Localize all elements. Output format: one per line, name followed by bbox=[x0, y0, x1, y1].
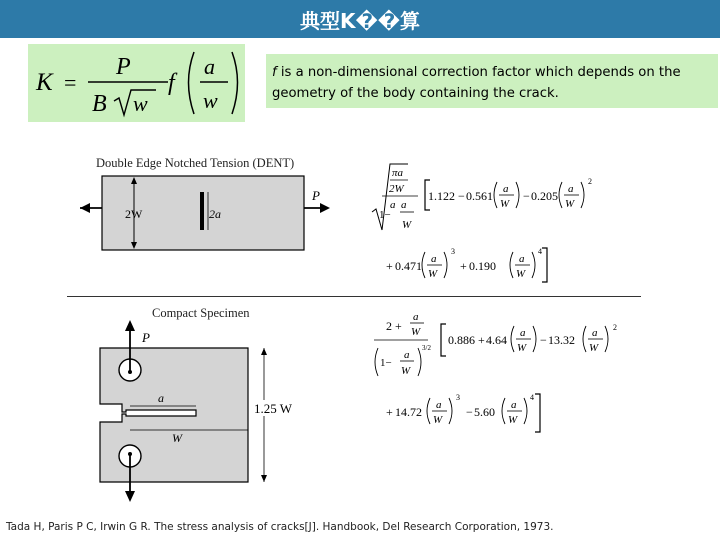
compact-eq-two-plus: 2 + bbox=[386, 319, 402, 333]
dent-eq-coef1: 1.122 bbox=[428, 189, 455, 203]
dent-eq-coef4: 0.471 bbox=[395, 259, 422, 273]
dent-eq-paren-l1 bbox=[494, 182, 497, 208]
compact-eq-plus-1: + bbox=[478, 333, 485, 347]
dent-crack-label: 2a bbox=[209, 207, 221, 221]
compact-eq-a-1: a bbox=[413, 311, 419, 323]
dent-eq-paren-r3 bbox=[444, 252, 447, 278]
compact-eq-a-5: a bbox=[436, 399, 442, 411]
dent-eq-minus-1: − bbox=[458, 189, 465, 203]
compact-eq-left-bracket bbox=[441, 324, 446, 356]
p-symbol: P bbox=[116, 54, 131, 80]
compact-eq-a-2: a bbox=[404, 349, 410, 361]
dent-eq-a-3: a bbox=[568, 183, 574, 195]
compact-eq-w-3: W bbox=[517, 342, 527, 354]
compact-eq-coef5: 5.60 bbox=[474, 405, 495, 419]
compact-height-top-arrow-icon bbox=[261, 348, 267, 355]
compact-eq-coef2: 4.64 bbox=[486, 333, 507, 347]
compact-specimen-figure bbox=[96, 318, 316, 504]
compact-eq-minus-2: − bbox=[466, 405, 473, 419]
dent-eq-a-1: a bbox=[390, 199, 396, 211]
compact-bottom-pin-dot bbox=[128, 452, 132, 456]
dent-eq-paren-r2 bbox=[581, 182, 584, 208]
a-symbol: a bbox=[204, 54, 215, 79]
w-bottom-symbol: w bbox=[203, 88, 218, 113]
compact-eq-coef4: 14.72 bbox=[395, 405, 422, 419]
compact-eq-one-minus: 1− bbox=[380, 357, 392, 369]
dent-eq-minus-2: − bbox=[523, 189, 530, 203]
compact-height-label: 1.25 W bbox=[254, 401, 293, 416]
dent-eq-2w: 2W bbox=[389, 183, 404, 195]
compact-eq-den-paren-l bbox=[375, 348, 378, 376]
dent-eq-w-3: W bbox=[565, 198, 575, 210]
dent-eq-coef2: 0.561 bbox=[466, 189, 493, 203]
compact-eq-plus-2: + bbox=[386, 405, 393, 419]
k-symbol: K bbox=[36, 69, 53, 96]
dent-eq-w-1: W bbox=[402, 219, 412, 231]
dent-eq-a-5: a bbox=[519, 253, 525, 265]
compact-eq-w-2: W bbox=[401, 365, 411, 377]
citation: Tada H, Paris P C, Irwin G R. The stress analysis of cracks[J]. Handbook, Del Research Corporation, 1973. bbox=[6, 521, 554, 533]
compact-eq-den-paren-r bbox=[418, 348, 421, 376]
compact-eq-a-3: a bbox=[520, 327, 526, 339]
left-paren bbox=[189, 52, 195, 114]
compact-eq-paren-r2 bbox=[605, 326, 608, 352]
compact-eq-exp32: 3/2 bbox=[422, 344, 431, 352]
k-formula-box bbox=[28, 44, 245, 122]
compact-top-arrow-icon bbox=[125, 320, 135, 331]
compact-eq-w-1: W bbox=[411, 326, 421, 338]
f-italic: f bbox=[272, 65, 277, 80]
compact-eq-a-4: a bbox=[592, 327, 598, 339]
dent-specimen-figure bbox=[78, 172, 338, 252]
dent-left-arrow-icon bbox=[80, 203, 90, 213]
dent-eq-exp2: 2 bbox=[588, 177, 592, 186]
compact-eq-paren-r1 bbox=[533, 326, 536, 352]
compact-height-bottom-arrow-icon bbox=[261, 475, 267, 482]
dent-eq-a-2: a bbox=[503, 183, 509, 195]
compact-eq-right-bracket bbox=[535, 394, 540, 432]
compact-eq-exp3: 3 bbox=[456, 393, 460, 402]
dent-eq-w-2: W bbox=[500, 198, 510, 210]
b-symbol: B bbox=[92, 91, 107, 117]
dent-right-arrow-icon bbox=[320, 203, 330, 213]
dent-eq-one-minus: 1− bbox=[379, 209, 391, 221]
compact-caption: Compact Specimen bbox=[152, 306, 250, 320]
compact-eq-exp4: 4 bbox=[530, 393, 534, 402]
compact-eq-w-6: W bbox=[508, 414, 518, 426]
compact-bottom-arrow-icon bbox=[125, 491, 135, 502]
dent-eq-paren-r4 bbox=[532, 252, 535, 278]
dent-eq-plus-1: + bbox=[386, 259, 393, 273]
compact-eq-paren-l4 bbox=[502, 398, 505, 424]
dent-eq-coef5: 0.190 bbox=[469, 259, 496, 273]
k-formula bbox=[28, 44, 245, 122]
compact-eq-paren-l2 bbox=[583, 326, 586, 352]
compact-eq-w-4: W bbox=[589, 342, 599, 354]
dent-eq-paren-l3 bbox=[422, 252, 425, 278]
dent-eq-paren-l2 bbox=[559, 182, 562, 208]
dent-eq-w-5: W bbox=[516, 268, 526, 280]
dent-caption: Double Edge Notched Tension (DENT) bbox=[96, 156, 295, 170]
dent-width-label: 2W bbox=[125, 207, 143, 221]
compact-eq-coef3: 13.32 bbox=[548, 333, 575, 347]
compact-eq-paren-l3 bbox=[427, 398, 430, 424]
dent-eq-right-bracket bbox=[542, 248, 547, 282]
dent-eq-exp3: 3 bbox=[451, 247, 455, 256]
compact-top-pin-dot bbox=[128, 370, 132, 374]
description-text: is a non-dimensional correction factor which depends on the geometry of the body containing the crack. bbox=[272, 65, 681, 101]
compact-eq-coef1: 0.886 bbox=[448, 333, 475, 347]
dent-eq-a-4: a bbox=[431, 253, 437, 265]
description-box bbox=[266, 54, 718, 108]
title-bar bbox=[0, 0, 720, 38]
compact-w-label: W bbox=[172, 431, 182, 445]
dent-eq-paren-r1 bbox=[516, 182, 519, 208]
dent-correction-equation bbox=[370, 158, 620, 288]
compact-eq-paren-r4 bbox=[524, 398, 527, 424]
f-symbol: f bbox=[168, 70, 175, 96]
section-divider bbox=[67, 296, 641, 297]
dent-eq-paren-l4 bbox=[510, 252, 513, 278]
compact-eq-a-6: a bbox=[511, 399, 517, 411]
w-symbol: w bbox=[133, 91, 148, 116]
dent-eq-exp4: 4 bbox=[538, 247, 542, 256]
dent-eq-a-1b: a bbox=[401, 199, 407, 211]
compact-load-label: P bbox=[142, 330, 150, 345]
dent-eq-pi-a: πa bbox=[392, 167, 404, 179]
right-paren bbox=[232, 52, 238, 114]
compact-correction-equation bbox=[370, 310, 640, 440]
compact-eq-minus-1: − bbox=[540, 333, 547, 347]
compact-eq-exp2: 2 bbox=[613, 323, 617, 332]
compact-a-label: a bbox=[158, 391, 164, 405]
dent-load-label: P bbox=[312, 188, 320, 203]
dent-eq-coef3: 0.205 bbox=[531, 189, 558, 203]
dent-eq-plus-2: + bbox=[460, 259, 467, 273]
dent-eq-w-4: W bbox=[428, 268, 438, 280]
slide-title: 典型K��算 bbox=[299, 8, 421, 33]
compact-eq-w-5: W bbox=[433, 414, 443, 426]
compact-eq-paren-l1 bbox=[511, 326, 514, 352]
equals-sign: = bbox=[64, 70, 77, 95]
compact-eq-paren-r3 bbox=[449, 398, 452, 424]
